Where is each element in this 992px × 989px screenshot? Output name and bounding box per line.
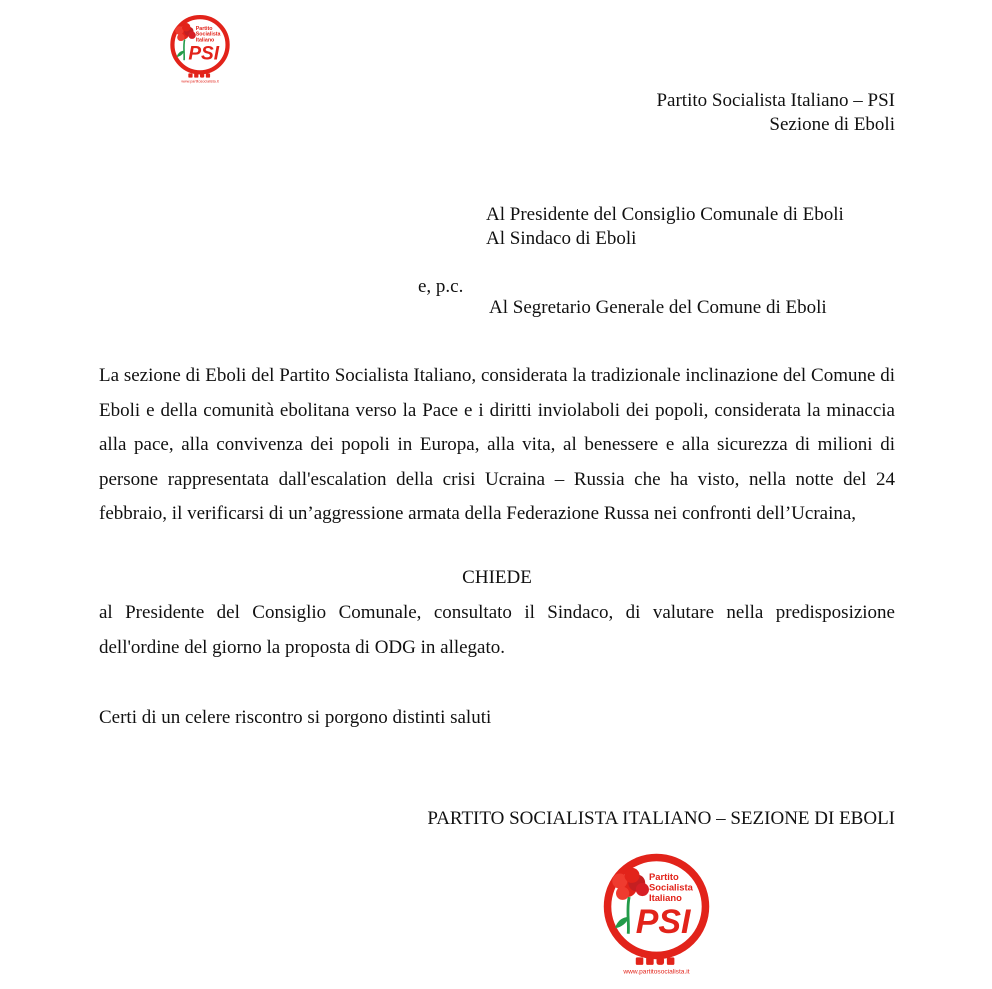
sender-party: Partito Socialista Italiano – PSI [656,90,895,111]
logo-line-2: Socialista [195,31,221,38]
youtube-icon [206,73,210,77]
twitter-icon [646,957,654,965]
intro-paragraph: La sezione di Eboli del Partito Socialista Italiano, considerata la tradizionale inclinazione del Comune di Eboli e della comunità ebolitana verso la Pace e i diritti inviolaboli dei popoli, considerata la minaccia alla pace, alla convivenza dei popoli in Europa, alla vita, al benessere e alla sicurezza di milioni di persone rappresentata dall'escalation della crisi Ucraina – Russia che ha visto, nella notte del 24 febbraio, il verificarsi di un’aggressione armata della Federazione Russa nei confronti dell’Ucraina, [99,365,895,524]
closing-salutation: Certi di un celere riscontro si porgono distinti saluti [99,707,492,728]
psi-logo-graphic [600,848,713,980]
instagram-icon [657,957,665,965]
logo-line-3: Italiano [195,37,215,44]
recipient-council-president: Al Presidente del Consiglio Comunale di Eboli [486,204,844,225]
cc-label: e, p.c. [418,276,464,297]
sender-section: Sezione di Eboli [769,114,895,135]
logo-website: www.partitosocialista.it [623,968,690,976]
logo-line-2: Socialista [648,881,693,893]
psi-logo-header [166,14,234,84]
logo-website: www.partitosocialista.it [181,79,219,84]
sender-block [656,89,895,137]
twitter-icon [194,73,198,77]
psi-logo-graphic [166,14,234,84]
recipient-block [486,203,844,251]
logo-line-1: Partito [648,871,679,883]
logo-mark: PSI [188,43,220,65]
facebook-icon [636,957,644,965]
logo-mark: PSI [635,902,691,941]
psi-logo-footer [600,848,713,980]
request-title: CHIEDE [462,567,532,588]
recipient-mayor: Al Sindaco di Eboli [486,228,637,249]
instagram-icon [200,73,204,77]
youtube-icon [667,957,675,965]
signature: PARTITO SOCIALISTA ITALIANO – SEZIONE DI EBOLI [427,808,895,829]
request-paragraph: al Presidente del Consiglio Comunale, consultato il Sindaco, di valutare nella predisposizione dell'ordine del giorno la proposta di ODG in allegato. [99,602,895,658]
logo-line-3: Italiano [648,891,682,903]
cc-recipient: Al Segretario Generale del Comune di Eboli [489,297,827,318]
facebook-icon [188,73,192,77]
logo-line-1: Partito [195,25,213,32]
